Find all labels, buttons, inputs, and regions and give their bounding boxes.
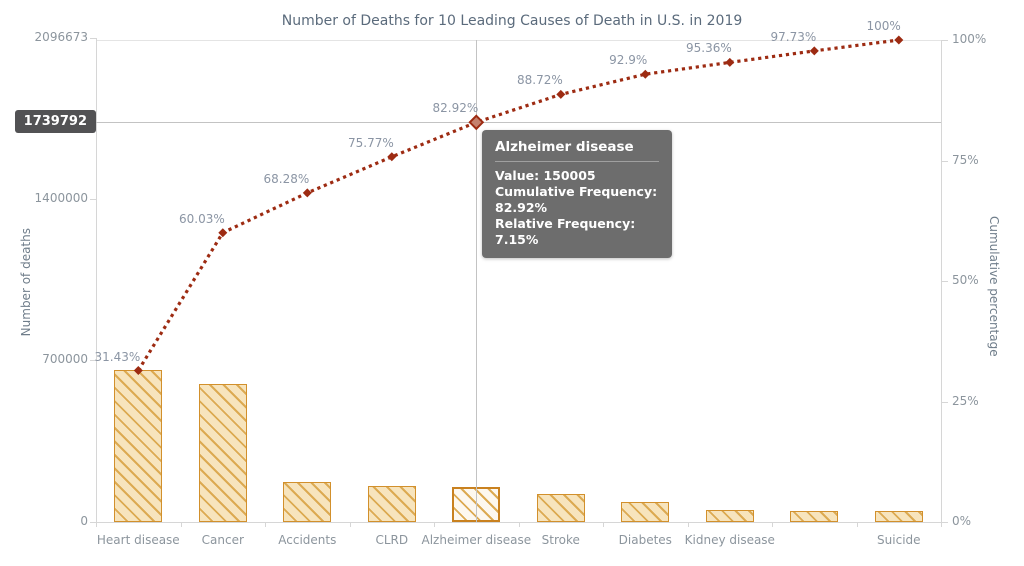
y-axis-left-tick-label: 1400000 (34, 190, 88, 205)
cumulative-point-label: 95.36% (686, 41, 732, 56)
cumulative-point-label: 60.03% (179, 211, 225, 226)
chart-title: Number of Deaths for 10 Leading Causes of Death in U.S. in 2019 (281, 13, 743, 29)
tooltip (482, 130, 672, 258)
x-axis-label: CLRD (375, 533, 409, 547)
cumulative-point-label: 97.73% (770, 29, 817, 44)
left-axis-title: Number of deaths (19, 228, 33, 337)
x-axis-label: Kidney disease (684, 533, 775, 547)
cumulative-point-label: 75.77% (348, 135, 394, 150)
y-axis-right-tick-label: 50% (952, 273, 979, 287)
tooltip-row-cumulative-frequency: Cumulative Frequency: 82.92% (495, 184, 658, 215)
y-axis-right-tick-label: 100% (952, 32, 987, 46)
x-axis-label: Alzheimer disease (421, 533, 532, 547)
x-axis-label: Cancer (201, 533, 244, 547)
cumulative-point-label: 88.72% (517, 73, 563, 88)
cumulative-point-label: 82.92% (432, 101, 479, 116)
x-axis-label: Heart disease (96, 533, 180, 547)
cumulative-point-label: 92.9% (609, 53, 648, 68)
y-axis-right-tick-label: 0% (952, 514, 972, 528)
x-axis-label: Suicide (877, 533, 921, 547)
cumulative-point-label: 31.43% (94, 349, 141, 364)
x-axis-label: Stroke (541, 533, 580, 547)
right-axis-title: Cumulative percentage (987, 216, 1001, 357)
tooltip-separator (495, 161, 659, 162)
y-axis-left-tick-label: 700000 (42, 352, 88, 367)
tooltip-row-relative-frequency: Relative Frequency: 7.15% (495, 216, 636, 247)
cumulative-point-label: 100% (866, 19, 901, 33)
cumulative-point-label: 68.28% (263, 171, 310, 186)
x-axis-label: Accidents (278, 533, 337, 547)
y-axis-left-tick-label: 2096673 (34, 30, 88, 44)
crosshair-axis-label: 1739792 (15, 110, 96, 133)
y-axis-right-tick-label: 25% (952, 393, 979, 408)
x-axis-label: Diabetes (618, 533, 672, 547)
tooltip-row-value: Value: 150005 (495, 168, 596, 183)
y-axis-left-tick-label: 0 (80, 514, 88, 528)
tooltip-title: Alzheimer disease (495, 139, 634, 155)
y-axis-right-tick-label: 75% (952, 152, 979, 167)
